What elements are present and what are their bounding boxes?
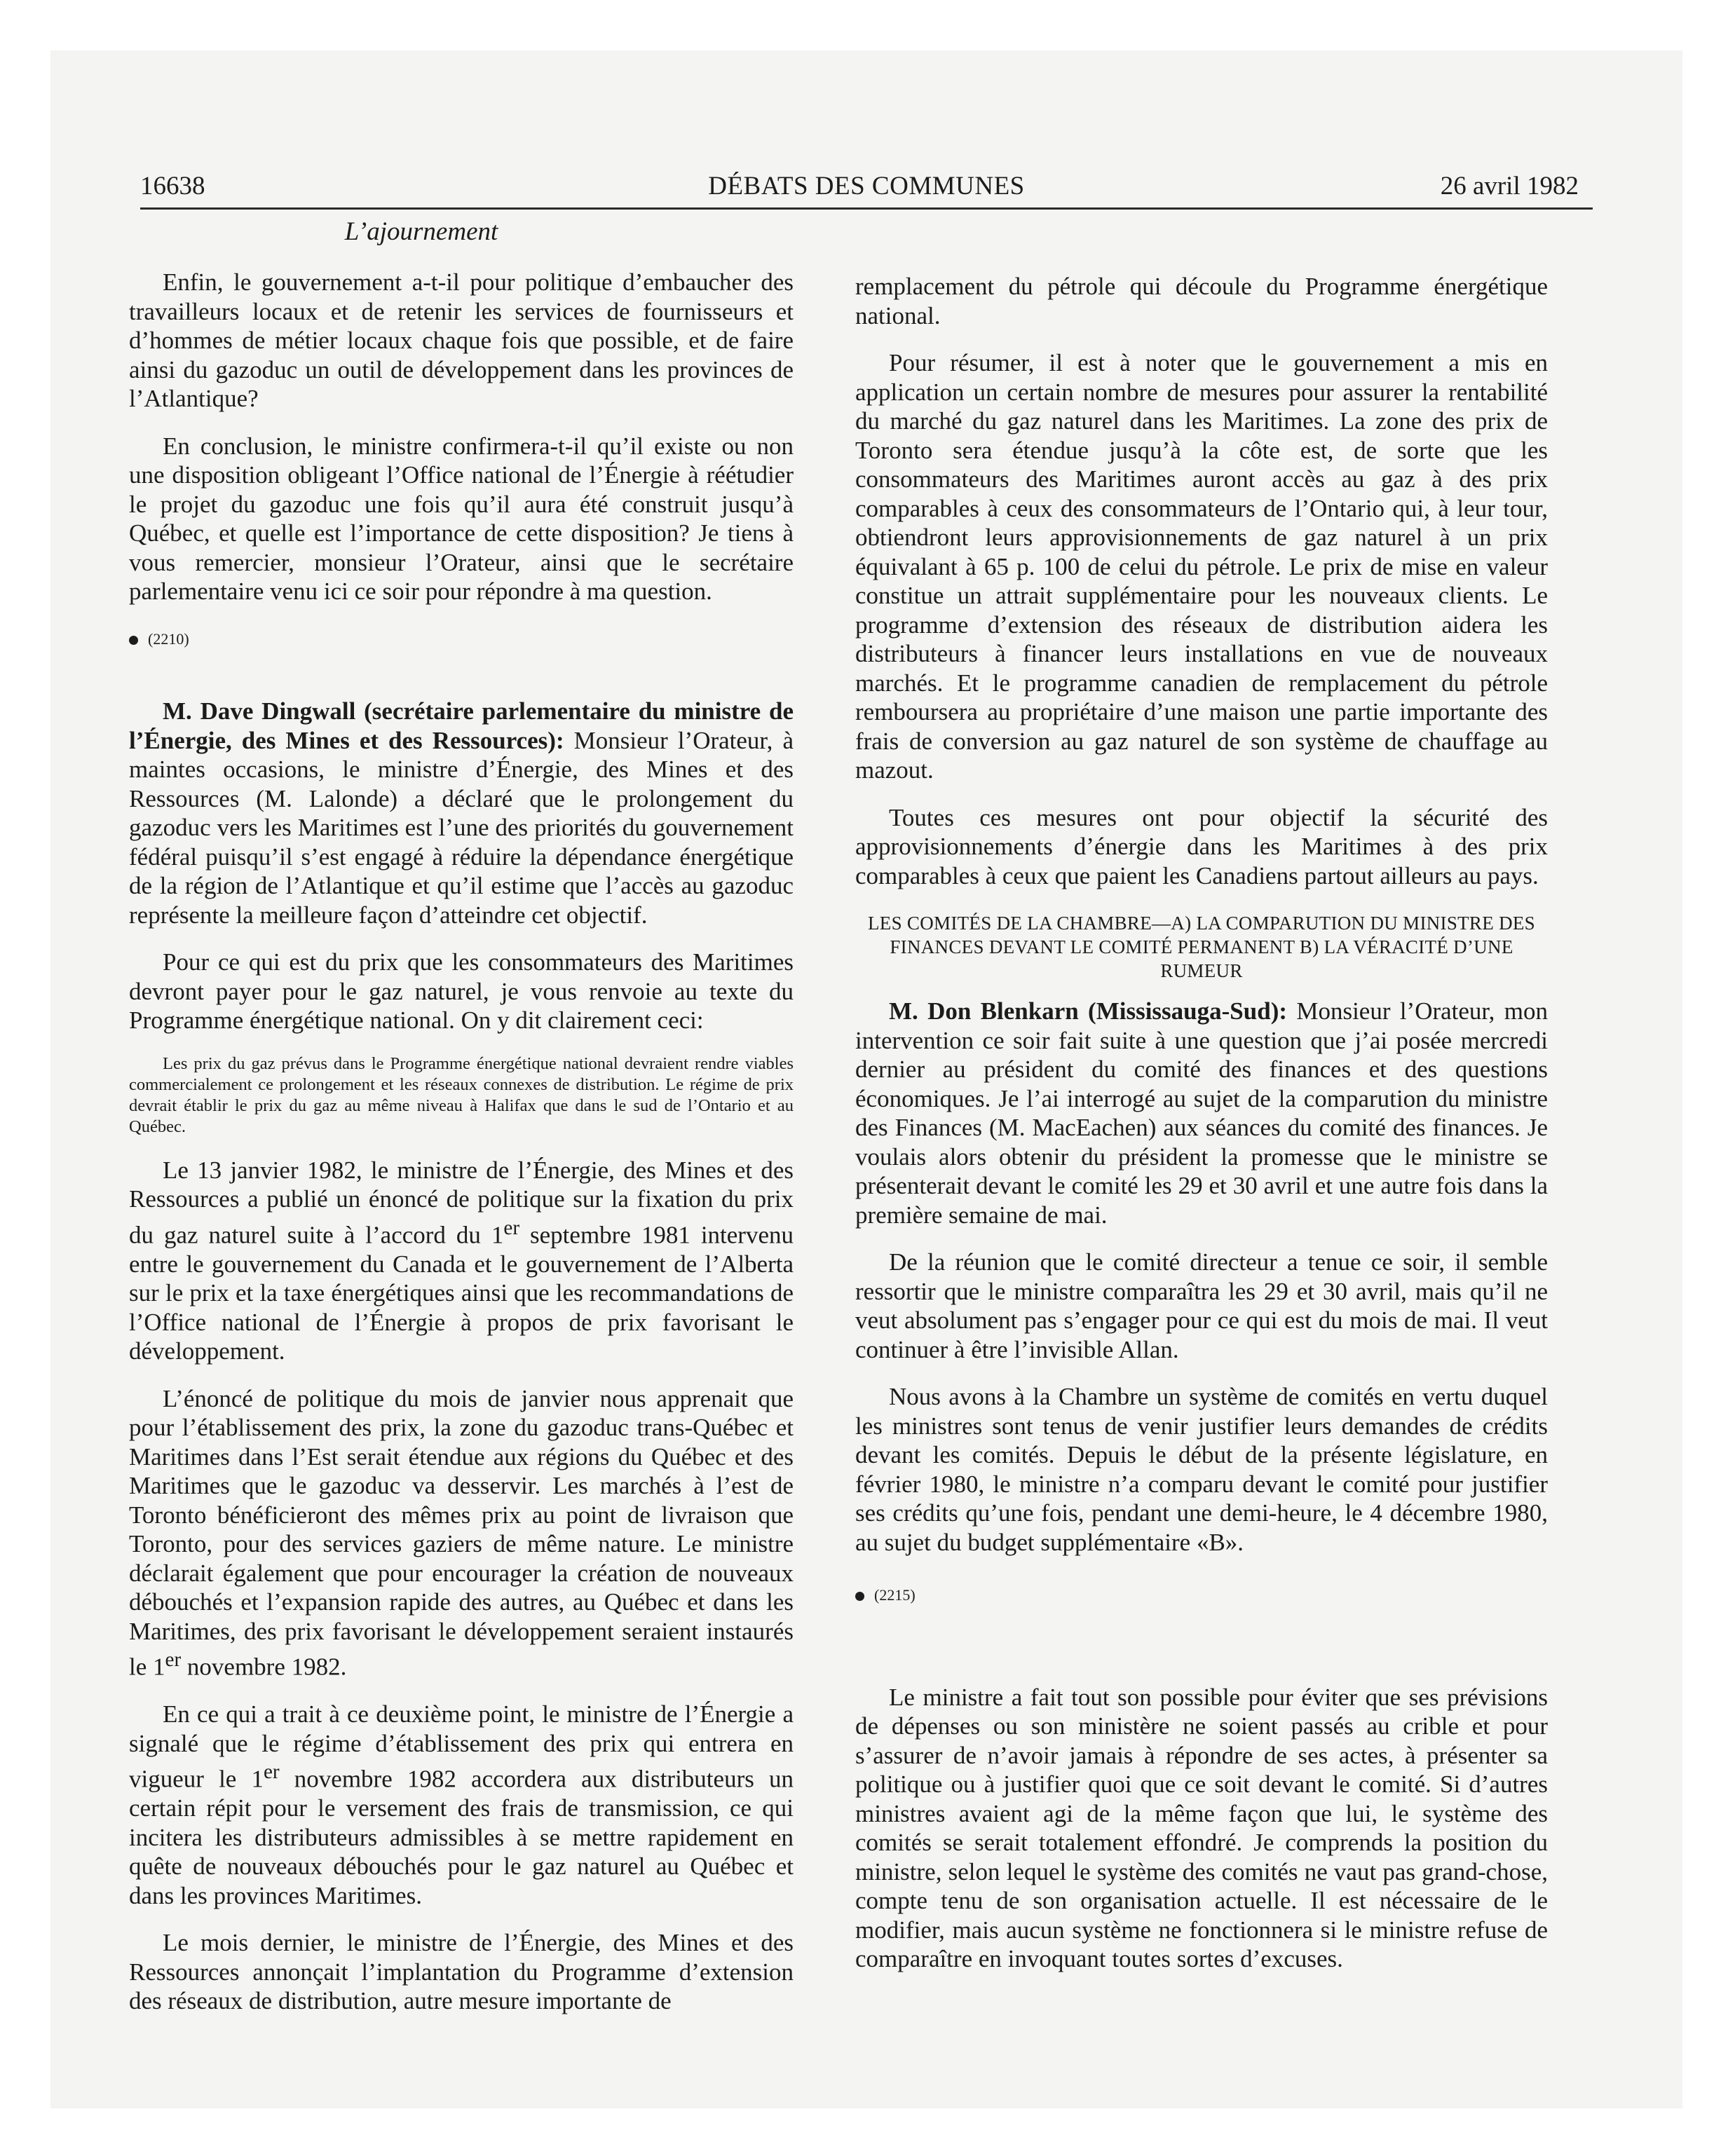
paragraph: En conclusion, le ministre confirmera-t-il qu’il existe ou non une disposition obligeant l’Office national de l’Énergie à réétudier le projet du gazoduc une fois qu’il aura été construit jusqu’à Québec, et quelle est l’importance de cette disposition? Je tiens à vous remercier, monsieur l’Orateur, ainsi que le secrétaire parlementaire venu ici ce soir pour répondre à ma question. xyxy=(129,432,794,605)
time-marker-label: (2210) xyxy=(148,629,189,648)
ordinal-superscript: er xyxy=(263,1761,280,1784)
paragraph-text: En ce qui a trait à ce deuxième point, le ministre de l’Énergie a signalé que le régime d’établissement des prix qui entrera en vigueur le 1 xyxy=(129,1700,794,1793)
speaker-name: M. Dave Dingwall (secrétaire parlementaire du ministre de l’Énergie, des Mines et des Ressources): xyxy=(129,697,794,754)
paragraph xyxy=(129,1156,794,1366)
section-running-title: L’ajournement xyxy=(344,217,498,246)
paragraph-continuation: remplacement du pétrole qui découle du Programme énergétique national. xyxy=(855,273,1548,329)
paragraph: Pour ce qui est du prix que les consommateurs des Maritimes devront payer pour le gaz naturel, je vous renvoie au texte du Programme énergétique national. On y dit clairement ceci: xyxy=(129,948,794,1034)
bullet-icon xyxy=(129,636,138,645)
paragraph: Toutes ces mesures ont pour objectif la sécurité des approvisionnements d’énergie dans les Maritimes à des prix comparables à ceux que paient les Canadiens partout ailleurs au pays. xyxy=(855,803,1548,889)
speech-text: Monsieur l’Orateur, mon intervention ce soir fait suite à une question que j’ai posée mercredi dernier au président du comité des finances et des questions économiques. Je l’ai interrogé au sujet de la comparution du ministre des Finances (M. MacEachen) aux séances du comité des finances. Je voulais alors obtenir du président la promesse que le ministre se présenterait devant le comité les 29 et 30 avril et une autre fois dans la première semaine de mai. xyxy=(855,997,1548,1229)
time-marker xyxy=(129,625,794,654)
paragraph xyxy=(129,1384,794,1682)
paragraph: Le ministre a fait tout son possible pour éviter que ses prévisions de dépenses ou son ministère ne soient passés au crible et pour s’assurer de n’avoir jamais à répondre de ses actes, à présenter sa politique ou à justifier quoi que ce soit devant le comité. Si d’autres ministres avaient agi de la même façon que lui, le système des comités se serait totalement effondré. Je comprends la position du ministre, selon lequel le système des comités ne vaut pas grand-chose, compte tenu de son organisation actuelle. Il est nécessaire de le modifier, mais aucun système ne fonctionnera si le ministre refuse de comparaître en invoquant toutes sortes d’excuses. xyxy=(855,1683,1548,1972)
ordinal-superscript: er xyxy=(165,1649,182,1672)
paragraph xyxy=(129,1700,794,1910)
paragraph-text: novembre 1982 accordera aux distributeurs un certain répit pour le versement des frais de transmission, ce qui incitera les distributeurs admissibles à se mettre rapidement en quête de nouveaux débouchés pour le gaz naturel au Québec et dans les provinces Maritimes. xyxy=(129,1765,794,1909)
left-column xyxy=(129,268,794,2034)
time-marker xyxy=(855,1581,1548,1610)
paragraph: Pour résumer, il est à noter que le gouvernement a mis en application un certain nombre de mesures pour assurer la rentabilité du marché du gaz naturel dans les Maritimes. La zone des prix de Toronto sera étendue jusqu’à la côte est, de sorte que les consommateurs des Maritimes auront accès au gaz à des prix comparables à ceux des consommateurs de l’Ontario qui, à leur tour, obtiendront leurs approvisionnements de gaz naturel à un prix équivalant à 65 p. 100 de celui du pétrole. Le prix de mise en valeur constitue un attrait supplémentaire pour les nouveaux clients. Le programme d’extension des réseaux de distribution aidera les distributeurs à financer leurs installations en vue de nouveaux marchés. Et le programme canadien de remplacement du pétrole remboursera au propriétaire d’une maison une partie importante des frais de conversion au gaz naturel de son système de chauffage au mazout. xyxy=(855,349,1548,784)
paragraph: Nous avons à la Chambre un système de comités en vertu duquel les ministres sont tenus de venir justifier leurs demandes de crédits devant les comités. Depuis le début de la présente législature, en février 1980, le ministre n’a comparu devant le comité pour justifier ses crédits qu’une fois, pendant une demi-heure, le 4 décembre 1980, au sujet du budget supplémentaire «B». xyxy=(855,1383,1548,1556)
paragraph-text: septembre 1981 intervenu entre le gouvernement du Canada et le gouvernement de l’Alberta sur le prix et la taxe énergétiques ainsi que les recommandations de l’Office national de l’Énergie à propos de prix favorisant le développement. xyxy=(129,1221,794,1365)
time-marker-label: (2215) xyxy=(874,1586,916,1604)
page-number: 16638 xyxy=(140,172,205,200)
publication-title: DÉBATS DES COMMUNES xyxy=(708,172,1025,200)
paragraph-text: Le 13 janvier 1982, le ministre de l’Énergie, des Mines et des Ressources a publié un énoncé de politique sur la fixation du prix du gaz naturel suite à l’accord du 1 xyxy=(129,1156,794,1249)
section-heading: LES COMITÉS DE LA CHAMBRE—A) LA COMPARUTION DU MINISTRE DES FINANCES DEVANT LE COMITÉ PERMANENT B) LA VÉRACITÉ D’UNE RUMEUR xyxy=(867,913,1535,981)
speaker-name: M. Don Blenkarn (Mississauga-Sud): xyxy=(889,997,1287,1025)
paragraph: Le mois dernier, le ministre de l’Énergie, des Mines et des Ressources annonçait l’implantation du Programme d’extension des réseaux de distribution, autre mesure importante de xyxy=(129,1929,794,2015)
paragraph: Enfin, le gouvernement a-t-il pour politique d’embaucher des travailleurs locaux et de retenir les services de fournisseurs et d’hommes de métier locaux chaque fois que possible, et de faire ainsi du gazoduc un outil de développement dans les provinces de l’Atlantique? xyxy=(129,268,794,412)
paragraph: De la réunion que le comité directeur a tenue ce soir, il semble ressortir que le ministre comparaîtra les 29 et 30 avril, mais qu’il ne veut absolument pas s’engager pour ce qui est du mois de mai. Il veut continuer à être l’invisible Allan. xyxy=(855,1248,1548,1363)
right-column xyxy=(855,272,1548,1992)
paragraph-text: L’énoncé de politique du mois de janvier nous apprenait que pour l’établissement des prix, la zone du gazoduc trans-Québec et Maritimes dans l’Est serait étendue aux régions du Québec et des Maritimes que le gazoduc va desservir. Les marchés à l’est de Toronto bénéficieront des mêmes prix au point de livraison que Toronto, pour des services gaziers de même nature. Le ministre déclarait également que pour encourager la création de nouveaux débouchés et l’expansion rapide des autres, au Québec et dans les Maritimes, des prix favorisant le développement seraient instaurés le 1 xyxy=(129,1384,794,1681)
speech-paragraph xyxy=(855,997,1548,1229)
bullet-icon xyxy=(855,1592,864,1601)
scanned-page xyxy=(50,50,1682,2108)
ordinal-superscript: er xyxy=(503,1216,520,1239)
page-date: 26 avril 1982 xyxy=(1440,172,1579,200)
paragraph-text: novembre 1982. xyxy=(181,1653,347,1681)
speech-paragraph xyxy=(129,697,794,929)
speech-text: Monsieur l’Orateur, à maintes occasions, le ministre d’Énergie, des Mines et des Ressources (M. Lalonde) a déclaré que le prolongement du gazoduc vers les Maritimes est l’une des priorités du gouvernement fédéral puisqu’il s’est engagé à réduire la dépendance énergétique de la région de l’Atlantique et qu’il estime que l’accès au gazoduc représente la meilleure façon d’atteindre cet objectif. xyxy=(129,726,794,929)
header-rule xyxy=(140,207,1593,210)
block-quote: Les prix du gaz prévus dans le Programme énergétique national devraient rendre viables commercialement ce prolongement et les réseaux connexes de distribution. Le régime de prix devrait établir le prix du gaz au même niveau à Halifax que dans le sud de l’Ontario et au Québec. xyxy=(129,1053,794,1136)
